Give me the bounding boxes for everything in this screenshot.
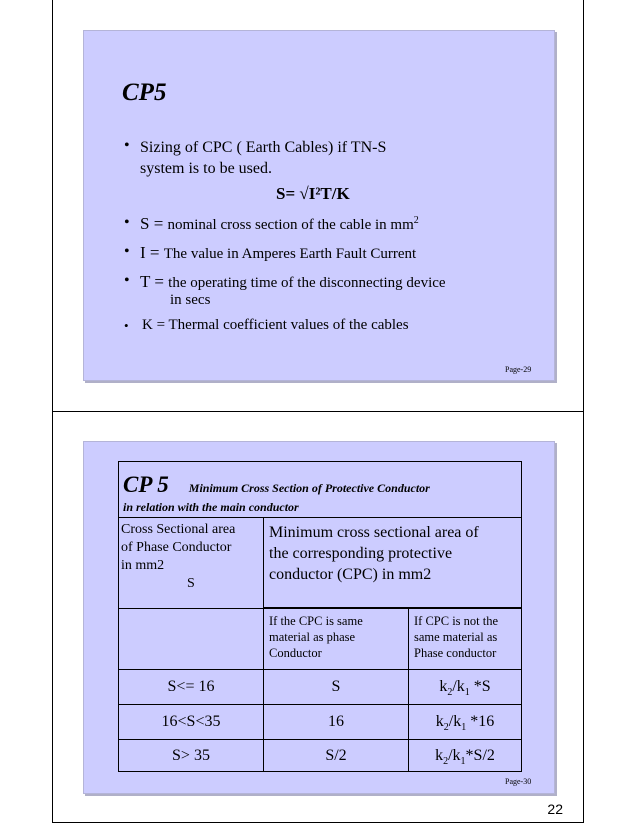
subheader-not-same-material: [409, 609, 522, 670]
header-line: conductor (CPC) in mm2: [269, 566, 432, 583]
header-line: Minimum cross sectional area of: [269, 524, 479, 541]
subheader-line: If the CPC is same: [269, 614, 363, 628]
k-subscript: 2: [447, 687, 453, 698]
subheader-empty: [119, 609, 264, 670]
bullet-glyph: •: [124, 318, 129, 333]
slide-page-label: Page-30: [505, 777, 532, 786]
bullet-text: the operating time of the disconnecting device: [168, 275, 446, 291]
k-tail: *S/2: [465, 746, 495, 764]
bullet-text-line2: system is to be used.: [140, 160, 272, 177]
header-line: Cross Sectional area: [121, 522, 236, 537]
cell-same: 16: [264, 705, 409, 740]
subheader-line: material as phase: [269, 630, 356, 644]
header-phase-conductor: [119, 518, 264, 609]
bullet-sizing: [124, 137, 544, 179]
bullet-text: nominal cross section of the cable in mm: [167, 217, 414, 233]
k-symbol: /k: [448, 746, 461, 764]
header-line: the corresponding protective: [269, 545, 453, 562]
table-title-line2: in relation with the main conductor: [123, 500, 299, 514]
subheader-line: same material as: [414, 630, 498, 644]
k-subscript: 1: [464, 687, 470, 698]
slide-cp5-sizing: [83, 30, 555, 381]
bullet-text-line1: Sizing of CPC ( Earth Cables) if TN-S: [140, 139, 387, 156]
bullet-text: K = Thermal coefficient values of the cables: [142, 317, 409, 333]
k-tail: *16: [466, 713, 495, 730]
k-subscript: 1: [461, 722, 467, 733]
header-line: in mm2: [121, 558, 165, 573]
cell-s: 16<S<35: [119, 705, 264, 740]
bullet-lead: I =: [140, 243, 164, 262]
k-subscript: 2: [443, 755, 449, 767]
subheader-same-material: [264, 609, 409, 670]
cell-k: [409, 705, 522, 740]
slide-cp5-table: [83, 441, 555, 794]
slide-title: CP5: [122, 79, 167, 106]
cell-same: S: [264, 670, 409, 705]
k-symbol: k: [435, 713, 444, 730]
k-symbol: k: [435, 746, 444, 764]
formula: S= √I²T/K: [276, 184, 350, 203]
table-title-cell: [119, 462, 522, 518]
bullet-glyph: •: [124, 272, 130, 289]
k-symbol: k: [439, 678, 448, 695]
bullet-t-definition: [124, 272, 446, 309]
page-number: 22: [547, 801, 563, 817]
cell-same: S/2: [264, 740, 409, 772]
table-row: [119, 670, 522, 705]
k-tail: *S: [469, 678, 491, 695]
k-subscript: 2: [443, 722, 449, 733]
cell-s: S> 35: [119, 740, 264, 772]
subheader-line: Conductor: [269, 646, 322, 660]
k-symbol: /k: [448, 713, 462, 730]
header-line: of Phase Conductor: [121, 540, 232, 555]
cell-k: [409, 740, 522, 772]
cell-s: S<= 16: [119, 670, 264, 705]
cpc-table: [118, 461, 522, 772]
k-symbol: /k: [452, 678, 465, 695]
k-subscript: 1: [460, 755, 466, 767]
bullet-k-definition: [124, 317, 409, 334]
cell-k: [409, 670, 522, 705]
superscript: 2: [413, 215, 419, 226]
header-min-cpc: [264, 518, 522, 608]
table-row: [119, 740, 522, 772]
bullet-text-line2: in secs: [170, 292, 211, 308]
slide-divider: [52, 411, 583, 412]
bullet-glyph: •: [124, 137, 130, 154]
bullet-text: The value in Amperes Earth Fault Current: [163, 246, 417, 262]
bullet-lead: T =: [140, 272, 169, 291]
table-row: [119, 705, 522, 740]
bullet-lead: S =: [140, 214, 168, 233]
bullet-glyph: •: [124, 243, 130, 260]
table-title-subtitle: Minimum Cross Section of Protective Conductor: [188, 481, 430, 495]
table-title: CP 5: [123, 472, 169, 497]
slide-page-label: Page-29: [505, 365, 532, 374]
bullet-i-definition: [124, 243, 416, 263]
bullet-s-definition: [124, 214, 419, 234]
bullet-glyph: •: [124, 214, 130, 231]
subheader-line: Phase conductor: [414, 646, 497, 660]
subheader-line: If CPC is not the: [414, 614, 499, 628]
header-symbol: S: [187, 576, 195, 591]
